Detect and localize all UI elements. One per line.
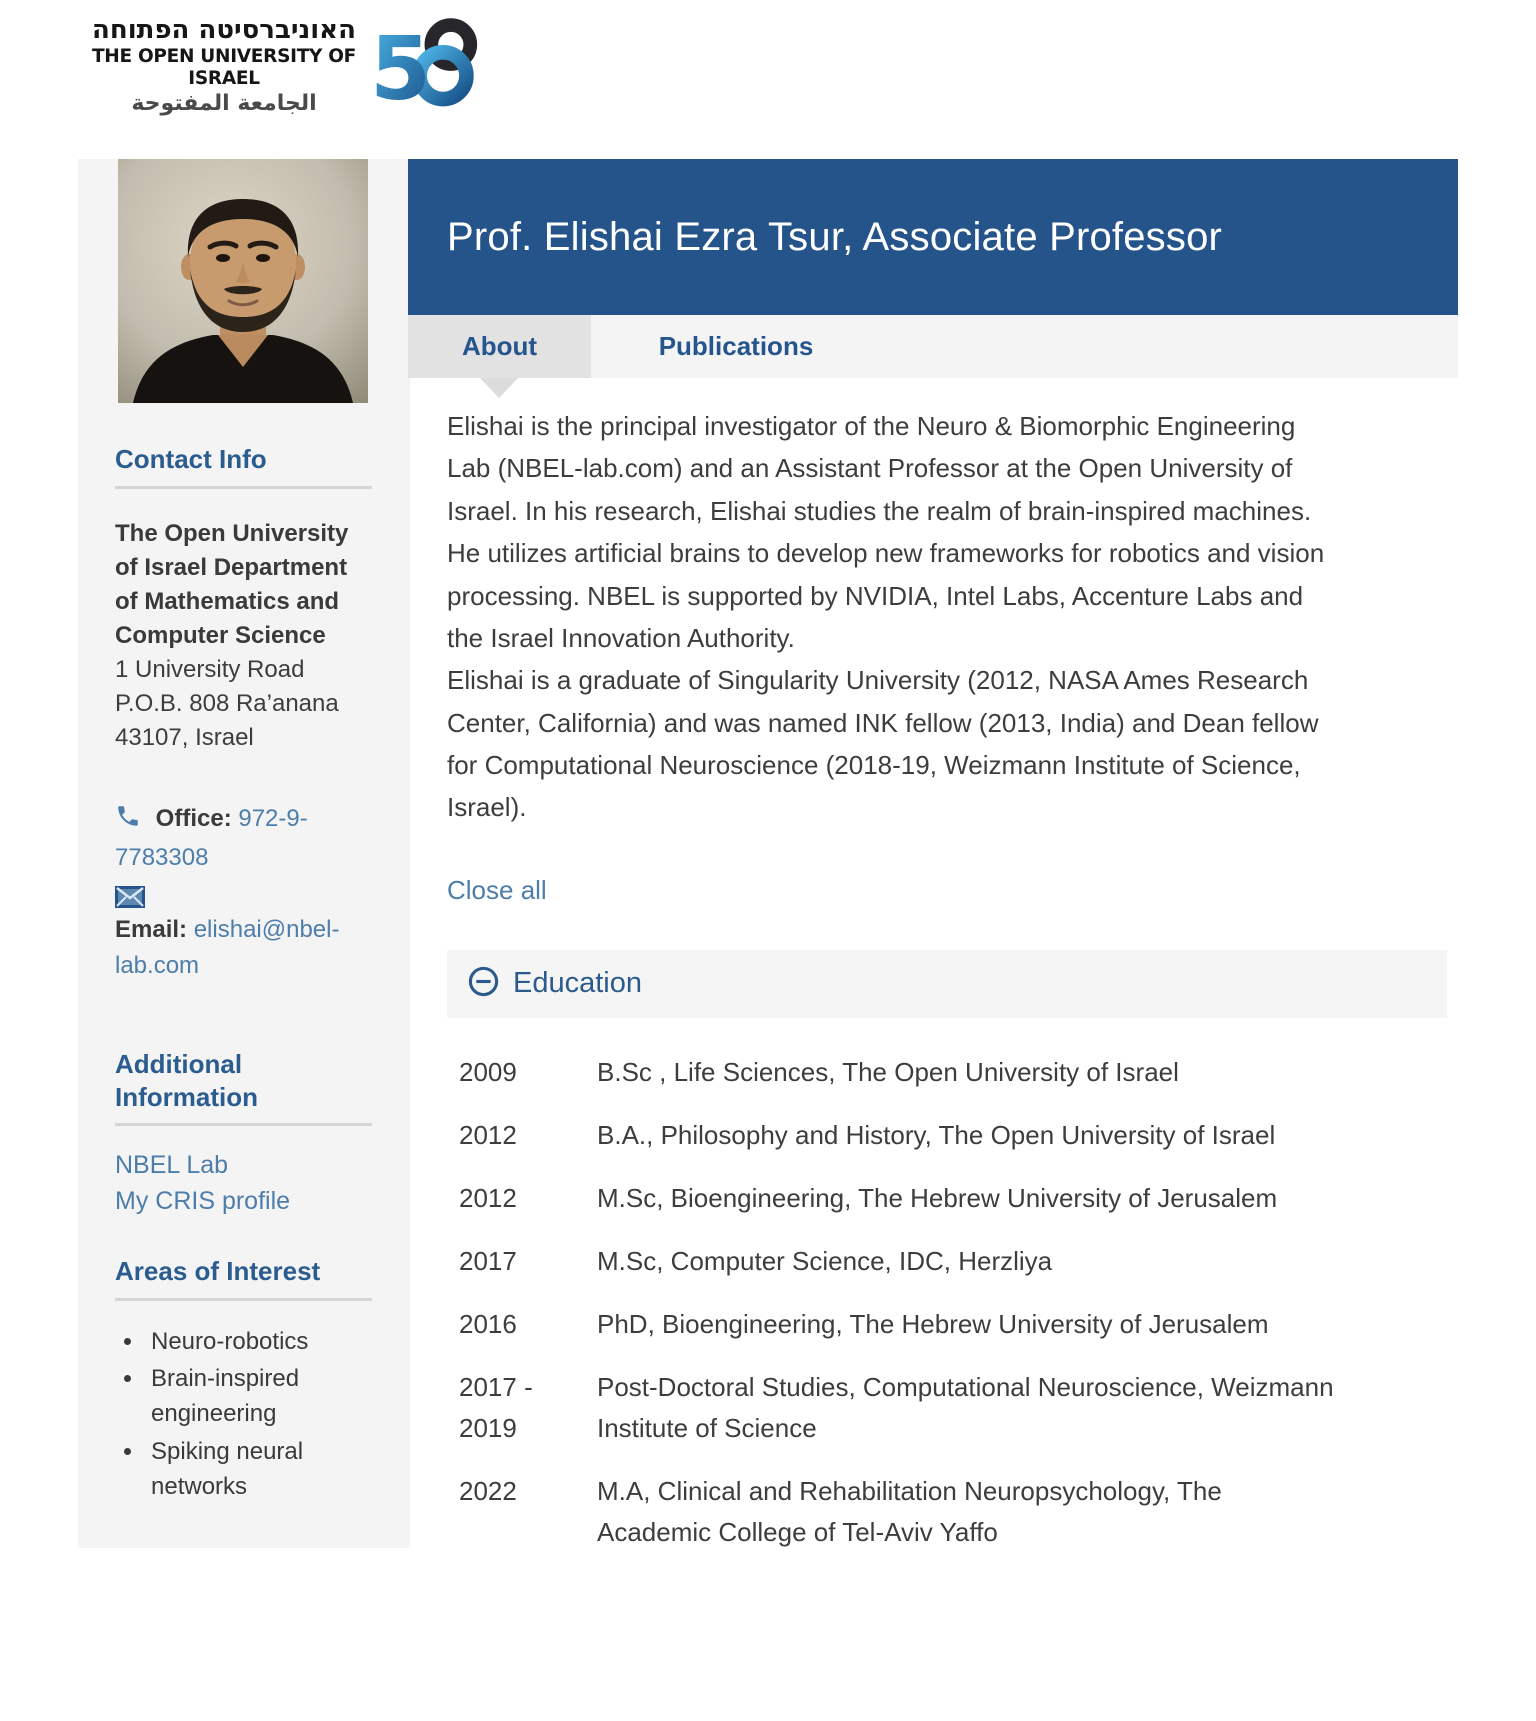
office-label: Office: <box>155 805 232 833</box>
education-row <box>459 1115 1339 1156</box>
interest-item: • Neuro-robotics <box>145 1325 372 1360</box>
education-row <box>459 1241 1339 1282</box>
education-year: 2012 <box>459 1119 517 1150</box>
education-degree: PhD, Bioengineering, The Hebrew University of Jerusalem <box>597 1309 1269 1340</box>
bio-text <box>447 405 1331 829</box>
office-phone-link[interactable]: 972-9-7783308 <box>115 805 308 872</box>
additional-links <box>115 1148 372 1219</box>
profile-tabs <box>408 315 1458 378</box>
education-list <box>459 1052 1339 1554</box>
tab-publications[interactable]: Publications <box>658 331 814 361</box>
profile-sidebar <box>78 159 410 1548</box>
profile-photo <box>118 159 368 403</box>
education-degree: B.A., Philosophy and History, The Open University of Israel <box>597 1119 1276 1150</box>
education-year: 2009 <box>459 1056 517 1087</box>
education-degree: M.Sc, Computer Science, IDC, Herzliya <box>597 1245 1053 1276</box>
additional-info-heading: Additional Information <box>115 1048 372 1126</box>
anniversary-50-icon <box>370 16 482 119</box>
education-row <box>459 1304 1339 1345</box>
close-all-link[interactable]: Close all <box>447 874 547 905</box>
additional-link[interactable]: NBEL Lab <box>115 1151 229 1180</box>
interest-item: • Brain-inspired engineering <box>145 1362 372 1432</box>
education-degree: Post-Doctoral Studies, Computational Neuroscience, Weizmann Institute of Science <box>597 1372 1334 1444</box>
education-row <box>459 1471 1339 1553</box>
svg-text:5: 5 <box>370 18 431 114</box>
additional-link[interactable]: My CRIS profile <box>115 1186 291 1215</box>
education-heading: Education <box>513 967 642 1000</box>
logo-english-name: THE OPEN UNIVERSITY OF ISRAEL <box>91 45 357 90</box>
bio-paragraph-1: Elishai is the principal investigator of the Neuro & Biomorphic Engineering Lab (NBEL-lab.com) and an Assistant Professor at the Open University of Israel. In his research, Elishai studies the realm of brain-inspired machines. He utilizes artificial brains to develop new frameworks for robotics and vision processing. NBEL is supported by NVIDIA, Intel Labs, Accenture Labs and the Israel Innovation Authority. <box>447 411 1325 653</box>
bio-paragraph-2: Elishai is a graduate of Singularity University (2012, NASA Ames Research Center, California) and was named INK fellow (2013, India) and Dean fellow for Computational Neuroscience (2018-19, Weizmann Institute of Science, Israel). <box>447 665 1319 823</box>
logo-hebrew-name: האוניברסיטה הפתוחה <box>92 15 356 45</box>
email-row <box>115 912 372 984</box>
interest-list <box>115 1325 372 1505</box>
office-phone-row <box>115 801 372 876</box>
education-degree: M.Sc, Bioengineering, The Hebrew University of Jerusalem <box>597 1182 1278 1213</box>
interest-item: • Spiking neural networks <box>145 1435 372 1505</box>
education-section-header[interactable] <box>447 950 1447 1018</box>
contact-address-line2: P.O.B. 808 Ra’anana 43107, Israel <box>115 689 339 751</box>
page-title: Prof. Elishai Ezra Tsur, Associate Professor <box>447 215 1223 259</box>
email-icon-row <box>115 886 372 912</box>
contact-info-heading: Contact Info <box>115 443 372 489</box>
phone-icon <box>115 808 148 835</box>
education-degree: M.A, Clinical and Rehabilitation Neuropsychology, The Academic College of Tel-Aviv Yaffo <box>597 1476 1222 1548</box>
active-tab-pointer-icon <box>480 378 518 398</box>
email-label: Email: <box>115 916 188 944</box>
logo-arabic-name: الجامعة المفتوحة <box>131 91 317 117</box>
education-year: 2022 <box>459 1476 517 1507</box>
education-row <box>459 1178 1339 1219</box>
profile-main <box>408 159 1458 1575</box>
email-link[interactable]: elishai@nbel-lab.com <box>115 916 340 980</box>
education-year: 2017 - 2019 <box>459 1372 533 1444</box>
education-row <box>459 1367 1339 1449</box>
contact-organization: The Open University of Israel Department of Mathematics and Computer Science <box>115 519 349 649</box>
about-tab-content <box>408 405 1458 1553</box>
education-year: 2012 <box>459 1182 517 1213</box>
education-year: 2017 <box>459 1245 517 1276</box>
university-logo-text <box>90 16 358 118</box>
tab-about[interactable]: About <box>408 315 591 378</box>
education-year: 2016 <box>459 1309 517 1340</box>
profile-title-banner <box>408 159 1458 315</box>
education-degree: B.Sc , Life Sciences, The Open University of Israel <box>597 1056 1179 1087</box>
collapse-minus-icon[interactable] <box>468 966 499 1002</box>
email-icon <box>115 895 145 912</box>
areas-of-interest-heading: Areas of Interest <box>115 1255 372 1301</box>
education-row <box>459 1052 1339 1093</box>
university-logo <box>90 16 482 119</box>
contact-address-line1: 1 University Road <box>115 655 305 683</box>
